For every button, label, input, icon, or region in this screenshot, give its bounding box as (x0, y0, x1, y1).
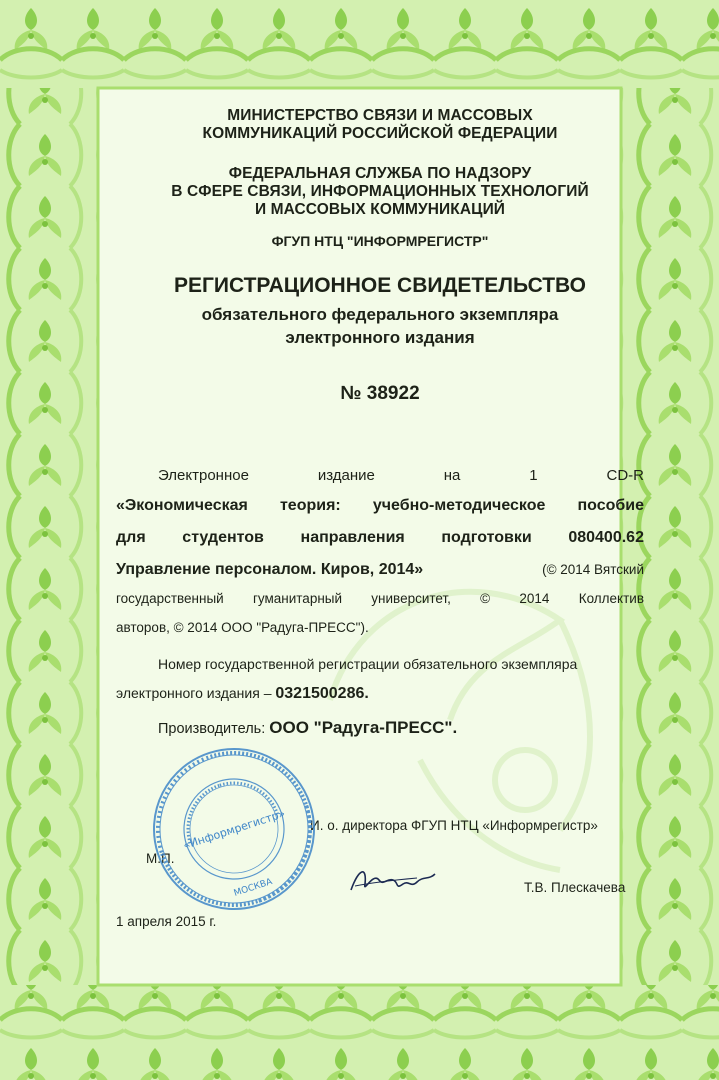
registration-label-2 (116, 682, 369, 705)
word: учебно-методическое (372, 497, 546, 514)
word: студентов (182, 529, 264, 546)
service-line-1: ФЕДЕРАЛЬНАЯ СЛУЖБА ПО НАДЗОРУ (228, 165, 532, 182)
ministry-line-2: КОММУНИКАЦИЙ РОССИЙСКОЙ ФЕДЕРАЦИИ (202, 125, 558, 142)
service-line-2: В СФЕРЕ СВЯЗИ, ИНФОРМАЦИОННЫХ ТЕХНОЛОГИЙ (171, 183, 589, 200)
body-line-1 (158, 465, 644, 487)
word: Электронное (158, 467, 249, 484)
word: CD-R (606, 467, 644, 484)
word: теория: (279, 497, 341, 514)
body-line-3 (116, 527, 644, 549)
word: Коллектив (578, 591, 644, 606)
word: издание (317, 467, 375, 484)
producer-line (158, 717, 457, 740)
issue-date: 1 апреля 2015 г. (116, 914, 217, 929)
document-subtitle-1: обязательного федерального экземпляра (201, 305, 559, 324)
stamp-center-text: «Информрегистр» (181, 806, 287, 853)
word: на (443, 467, 461, 484)
certificate-number: № 38922 (340, 383, 420, 404)
stamp-place-label: М.П. (146, 851, 175, 866)
word: для (116, 529, 146, 546)
word: © (480, 591, 491, 606)
stamp-city-text: МОСКВА (232, 877, 274, 899)
official-stamp (148, 743, 320, 915)
copyright-start: (© 2014 Вятский (542, 562, 644, 577)
word: пособие (577, 497, 644, 514)
service-line-3: И МАССОВЫХ КОММУНИКАЦИЙ (254, 201, 506, 218)
body-line-5 (116, 588, 644, 610)
director-title: И. о. директора ФГУП НТЦ «Информрегистр» (310, 818, 598, 833)
producer-label: Производитель: (158, 721, 270, 737)
enterprise-name: ФГУП НТЦ "ИНФОРМРЕГИСТР" (271, 233, 489, 249)
word: гуманитарный (252, 591, 343, 606)
registration-label-text: электронного издания – (116, 685, 276, 701)
word: подготовки (441, 529, 532, 546)
word: 2014 (519, 591, 550, 606)
word: 080400.62 (568, 529, 644, 546)
body-line-2 (116, 495, 644, 517)
publication-title-end: Управление персоналом. Киров, 2014» (116, 561, 424, 578)
document-subtitle-2: электронного издания (285, 328, 475, 347)
word: 1 (529, 467, 538, 484)
body-line-6: авторов, © 2014 ООО "Радуга-ПРЕСС"). (116, 620, 369, 635)
director-name: Т.В. Плескачева (524, 880, 626, 895)
word: государственный (116, 591, 224, 606)
body-line-4 (116, 559, 644, 581)
director-signature (345, 860, 440, 902)
ministry-line-1: МИНИСТЕРСТВО СВЯЗИ И МАССОВЫХ (227, 107, 533, 124)
word: «Экономическая (116, 497, 248, 514)
registration-number: 0321500286. (275, 685, 369, 702)
document-title: РЕГИСТРАЦИОННОЕ СВИДЕТЕЛЬСТВО (173, 274, 587, 297)
registration-label-1: Номер государственной регистрации обязательного экземпляра (158, 656, 578, 672)
producer-name: ООО "Радуга-ПРЕСС". (269, 718, 458, 737)
word: университет, (371, 591, 451, 606)
word: направления (300, 529, 405, 546)
